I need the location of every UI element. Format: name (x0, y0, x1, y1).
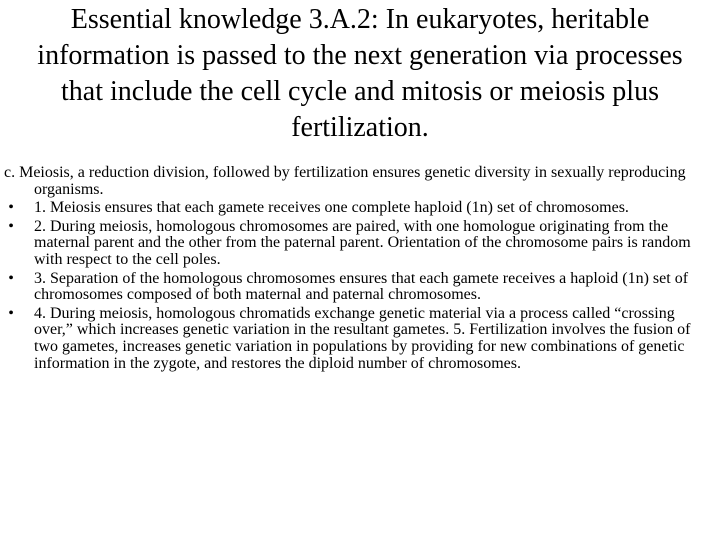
bullet-item-1 (4, 200, 716, 217)
bullet-list (4, 200, 716, 372)
intro-paragraph: c. Meiosis, a reduction division, followed by fertilization ensures genetic diversity in sexually reproducing organisms. (4, 164, 686, 198)
bullet-item-4 (4, 306, 716, 372)
bullet-text: 4. During meiosis, homologous chromatids exchange genetic material via a process called “crossing over,” which increases genetic variation in the resultant gametes. 5. Fertilization involves the fusion of two gametes, increases genetic variation in populations by providing for new combinations of genetic information in the zygote, and restores the diploid number of chromosomes. (34, 304, 691, 372)
bullet-text: 3. Separation of the homologous chromosomes ensures that each gamete receives a haploid (1n) set of chromosomes composed of both maternal and paternal chromosomes. (34, 269, 689, 304)
bullet-item-2 (4, 219, 716, 269)
bullet-icon: • (8, 304, 14, 322)
bullet-text: 1. Meiosis ensures that each gamete receives one complete haploid (1n) set of chromosomes. (34, 199, 629, 217)
bullet-icon: • (8, 269, 14, 287)
bullet-text: 2. During meiosis, homologous chromosomes are paired, with one homologue originating from the maternal parent and the other from the paternal parent. Orientation of the chromosome pairs is random with respect to the cell poles. (34, 217, 691, 268)
slide-title: Essential knowledge 3.A.2: In eukaryotes, heritable information is passed to the next generation via processes that include the cell cycle and mitosis or meiosis plus fertilization. (37, 4, 683, 143)
bullet-icon: • (8, 199, 14, 217)
bullet-item-3 (4, 271, 716, 304)
slide-body (4, 165, 716, 374)
bullet-icon: • (8, 217, 14, 235)
